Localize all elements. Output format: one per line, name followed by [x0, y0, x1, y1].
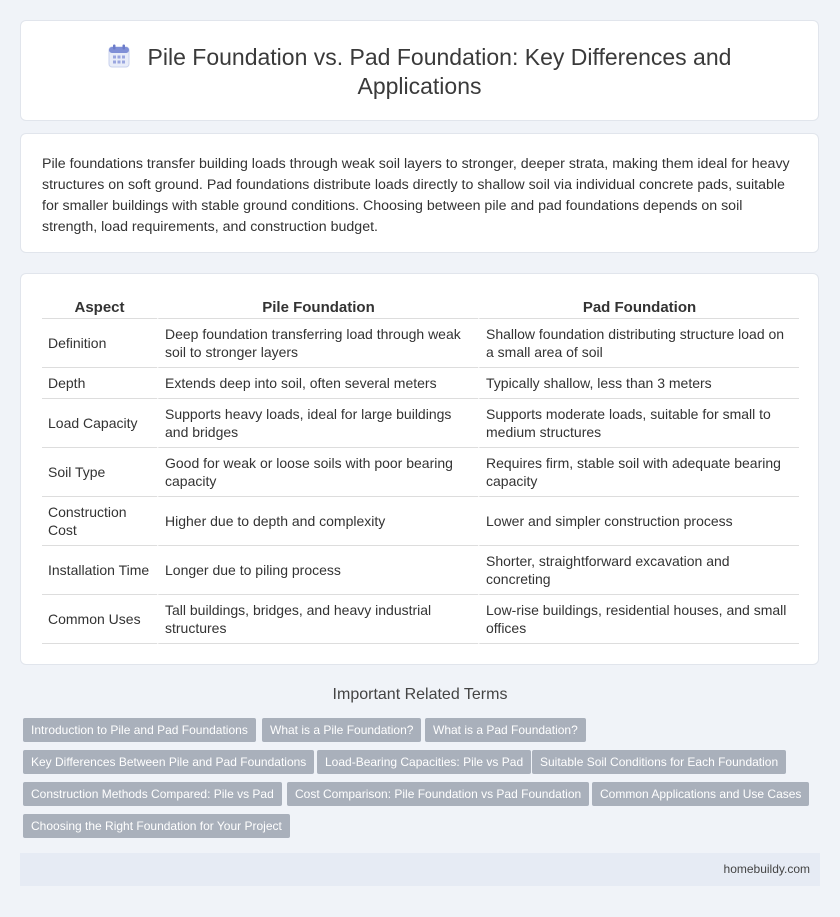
- intro-card: [20, 133, 819, 253]
- calendar-icon: [108, 44, 130, 68]
- cell-pile: Higher due to depth and complexity: [157, 497, 478, 546]
- header-card: [20, 20, 819, 121]
- cell-pad: Low-rise buildings, residential houses, and small offices: [478, 595, 799, 644]
- cell-aspect: Load Capacity: [42, 399, 157, 448]
- related-tag[interactable]: Key Differences Between Pile and Pad Foundations: [23, 750, 314, 774]
- table-row: [42, 368, 799, 399]
- cell-pile: Extends deep into soil, often several meters: [157, 368, 478, 399]
- comparison-table: [42, 296, 799, 644]
- table-row: [42, 497, 799, 546]
- table-row: [42, 319, 799, 368]
- cell-aspect: Construction Cost: [42, 497, 157, 546]
- table-row: [42, 448, 799, 497]
- page-title: [21, 43, 818, 101]
- cell-pad: Typically shallow, less than 3 meters: [478, 368, 799, 399]
- header-aspect: Aspect: [42, 296, 157, 319]
- cell-aspect: Installation Time: [42, 546, 157, 595]
- cell-pad: Requires firm, stable soil with adequate bearing capacity: [478, 448, 799, 497]
- title-line-2: Applications: [357, 73, 482, 99]
- cell-aspect: Common Uses: [42, 595, 157, 644]
- cell-pile: Good for weak or loose soils with poor bearing capacity: [157, 448, 478, 497]
- site-name[interactable]: homebuildy.com: [723, 862, 810, 876]
- footer: [20, 853, 820, 886]
- table-row: [42, 595, 799, 644]
- related-tag[interactable]: What is a Pile Foundation?: [262, 718, 421, 742]
- related-tag[interactable]: Cost Comparison: Pile Foundation vs Pad Foundation: [287, 782, 589, 806]
- cell-pile: Tall buildings, bridges, and heavy industrial structures: [157, 595, 478, 644]
- header-pad: Pad Foundation: [478, 296, 799, 319]
- cell-aspect: Depth: [42, 368, 157, 399]
- cell-pad: Supports moderate loads, suitable for small to medium structures: [478, 399, 799, 448]
- table-header-row: [42, 296, 799, 319]
- comparison-card: [20, 273, 819, 665]
- related-tag[interactable]: Load-Bearing Capacities: Pile vs Pad: [317, 750, 531, 774]
- title-line-1: Pile Foundation vs. Pad Foundation: Key Differences and: [147, 44, 732, 70]
- related-tag[interactable]: Suitable Soil Conditions for Each Foundation: [532, 750, 786, 774]
- header-pile: Pile Foundation: [157, 296, 478, 319]
- related-tag[interactable]: Common Applications and Use Cases: [592, 782, 809, 806]
- related-tag[interactable]: What is a Pad Foundation?: [425, 718, 586, 742]
- related-tag[interactable]: Construction Methods Compared: Pile vs Pad: [23, 782, 282, 806]
- cell-pad: Lower and simpler construction process: [478, 497, 799, 546]
- related-terms-heading: Important Related Terms: [332, 686, 508, 703]
- related-tag[interactable]: Introduction to Pile and Pad Foundations: [23, 718, 256, 742]
- cell-pile: Deep foundation transferring load through weak soil to stronger layers: [157, 319, 478, 368]
- intro-text: Pile foundations transfer building loads through weak soil layers to stronger, deeper strata, making them ideal for heavy structures on soft ground. Pad foundations distribute loads directly to shallow soil via individual concrete pads, suitable for smaller buildings with stable ground conditions. Choosing between pile and pad foundations depends on soil strength, load requirements, and construction budget.: [42, 156, 790, 235]
- related-tag[interactable]: Choosing the Right Foundation for Your Project: [23, 814, 290, 838]
- table-row: [42, 399, 799, 448]
- cell-pad: Shallow foundation distributing structure load on a small area of soil: [478, 319, 799, 368]
- cell-aspect: Soil Type: [42, 448, 157, 497]
- cell-pad: Shorter, straightforward excavation and concreting: [478, 546, 799, 595]
- cell-pile: Supports heavy loads, ideal for large buildings and bridges: [157, 399, 478, 448]
- table-row: [42, 546, 799, 595]
- cell-pile: Longer due to piling process: [157, 546, 478, 595]
- cell-aspect: Definition: [42, 319, 157, 368]
